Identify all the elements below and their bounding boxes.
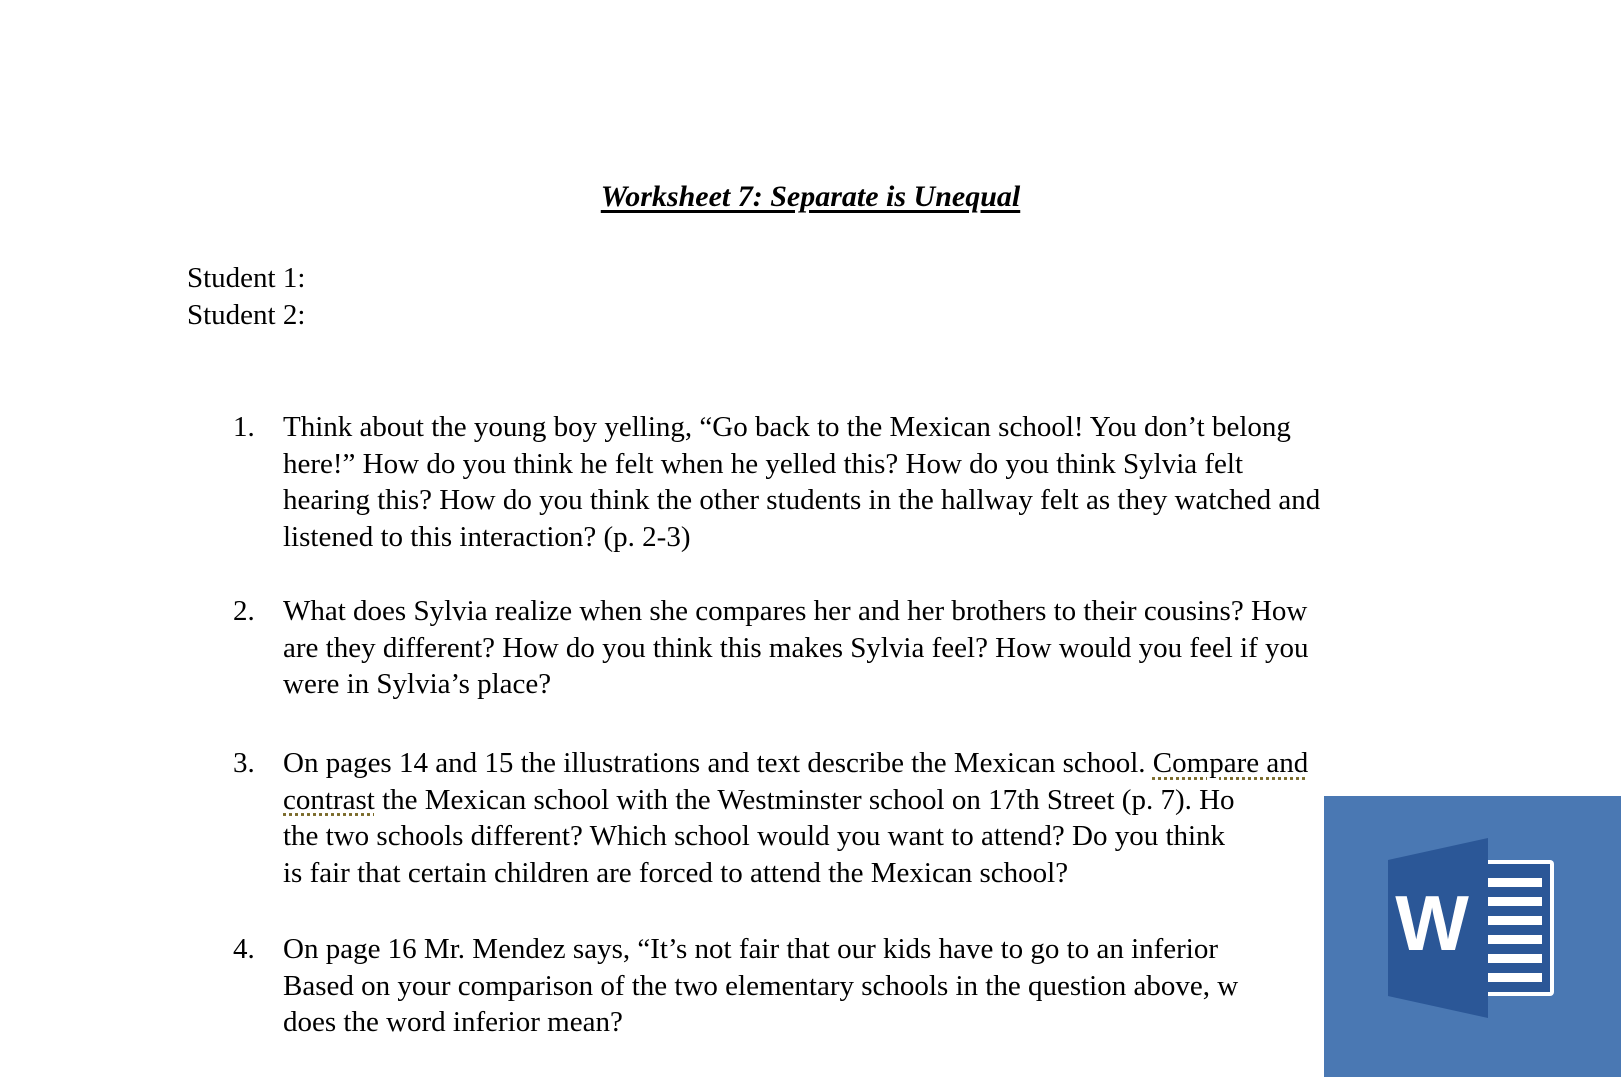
word-logo-letter: W [1395,879,1469,967]
question-line: the two schools different? Which school would you want to attend? Do you think [283,820,1226,852]
microsoft-word-icon [1380,838,1560,1018]
question-text [283,409,1433,555]
question-line: What does Sylvia realize when she compares her and her brothers to their cousins? How [283,595,1308,627]
question-line: listened to this interaction? (p. 2-3) [283,520,691,553]
student-1-label: Student 1: [187,262,306,294]
question-line [283,745,1433,782]
question-1 [233,409,1433,555]
question-2 [233,593,1433,703]
question-number: 3. [233,747,255,779]
student-2-label: Student 2: [187,299,306,331]
question-line: Think about the young boy yelling, “Go back to the Mexican school! You don’t belong [283,411,1291,443]
question-line: is fair that certain children are forced to attend the Mexican school? [283,856,1069,889]
student-fields [187,260,305,334]
question-text [283,593,1433,703]
page-title: Worksheet 7: Separate is Unequal [600,180,1021,213]
question-4 [233,931,1433,1041]
question-line: are they different? How do you think this makes Sylvia feel? How would you feel if you [283,631,1309,664]
question-text-segment: the Mexican school with the Westminster school on 17th Street (p. 7). Ho [374,783,1235,816]
question-line [283,782,1433,819]
question-line: hearing this? How do you think the other students in the hallway felt as they watched and [283,484,1321,516]
question-text-segment: On pages 14 and 15 the illustrations and text describe the Mexican school. [283,747,1153,779]
question-text [283,745,1433,891]
question-line: here!” How do you think he felt when he yelled this? How do you think Sylvia felt [283,447,1244,480]
question-number: 1. [233,411,255,443]
grammar-flagged-text[interactable]: contrast [283,783,375,816]
grammar-flagged-text[interactable]: Compare and [1152,747,1309,779]
question-number: 2. [233,595,255,627]
question-text [283,931,1433,1041]
word-app-badge [1324,796,1621,1077]
question-line: Based on your comparison of the two elementary schools in the question above, w [283,969,1239,1002]
question-line: does the word inferior mean? [283,1006,623,1038]
question-3 [233,745,1433,891]
question-line: were in Sylvia’s place? [283,668,552,700]
question-line: On page 16 Mr. Mendez says, “It’s not fair that our kids have to go to an inferior [283,933,1219,965]
question-number: 4. [233,933,255,965]
